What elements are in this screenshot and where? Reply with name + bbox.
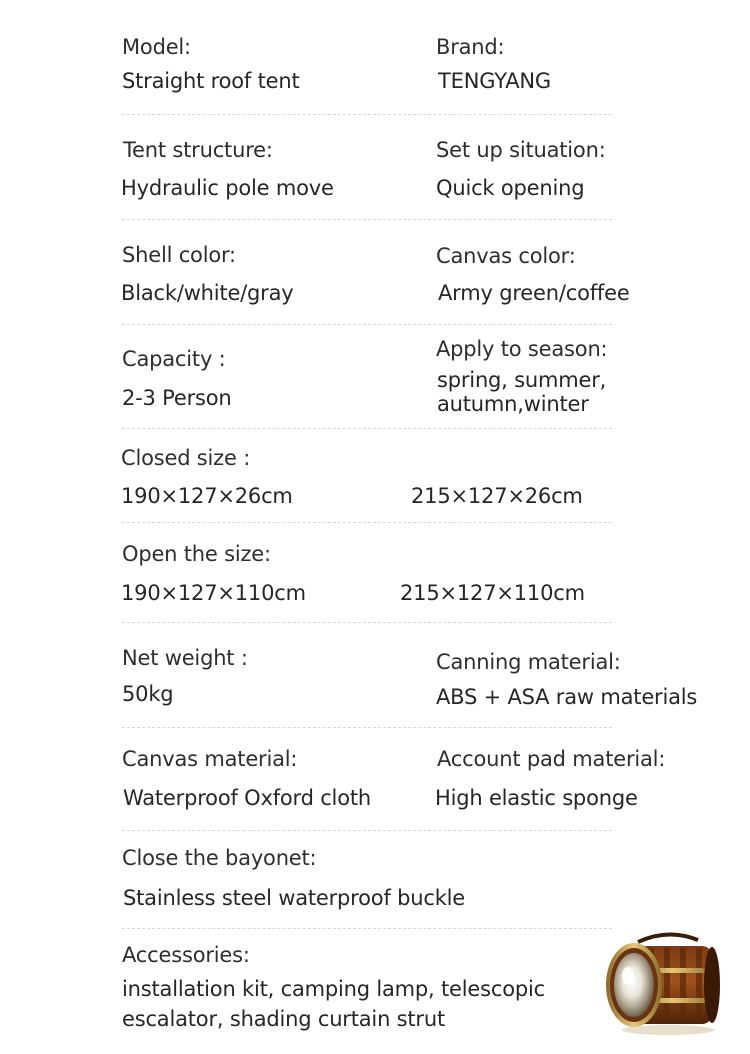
canning-material-value: ABS + ASA raw materials (436, 685, 698, 709)
season-value-line2: autumn,winter (437, 392, 589, 416)
accessories-line2: escalator, shading curtain strut (122, 1007, 446, 1031)
divider (122, 219, 612, 220)
closed-size-value-1: 190×127×26cm (121, 484, 293, 508)
divider (122, 830, 612, 831)
closed-size-label: Closed size : (121, 446, 251, 470)
pad-material-value: High elastic sponge (435, 786, 638, 810)
accessories-line1: installation kit, camping lamp, telescopic (122, 977, 545, 1001)
divider (122, 622, 612, 623)
canvas-color-value: Army green/coffee (438, 281, 630, 305)
canvas-material-value: Waterproof Oxford cloth (123, 786, 371, 810)
open-size-value-1: 190×127×110cm (121, 581, 306, 605)
divider (122, 428, 612, 429)
model-label: Model: (122, 35, 191, 59)
bayonet-label: Close the bayonet: (122, 846, 317, 870)
tent-structure-value: Hydraulic pole move (121, 176, 334, 200)
tent-structure-label: Tent structure: (123, 138, 273, 162)
divider (122, 114, 612, 115)
season-value-line1: spring, summer, (437, 368, 607, 392)
brand-value: TENGYANG (438, 69, 551, 93)
camping-lamp-image (598, 928, 722, 1038)
shell-color-value: Black/white/gray (121, 281, 294, 305)
canvas-material-label: Canvas material: (122, 747, 298, 771)
divider (122, 928, 612, 929)
net-weight-value: 50kg (122, 682, 174, 706)
accessories-label: Accessories: (122, 943, 250, 967)
model-value: Straight roof tent (122, 69, 300, 93)
setup-label: Set up situation: (436, 138, 606, 162)
pad-material-label: Account pad material: (437, 747, 666, 771)
bayonet-value: Stainless steel waterproof buckle (123, 886, 466, 910)
divider (122, 727, 612, 728)
canvas-color-label: Canvas color: (436, 244, 576, 268)
open-size-label: Open the size: (122, 542, 271, 566)
capacity-value: 2-3 Person (122, 386, 232, 410)
shell-color-label: Shell color: (122, 243, 236, 267)
divider (122, 522, 612, 523)
open-size-value-2: 215×127×110cm (400, 581, 585, 605)
season-label: Apply to season: (436, 337, 608, 361)
setup-value: Quick opening (436, 176, 585, 200)
net-weight-label: Net weight : (122, 646, 248, 670)
closed-size-value-2: 215×127×26cm (411, 484, 583, 508)
capacity-label: Capacity : (122, 347, 226, 371)
divider (122, 324, 612, 325)
canning-material-label: Canning material: (436, 650, 621, 674)
brand-label: Brand: (436, 35, 505, 59)
